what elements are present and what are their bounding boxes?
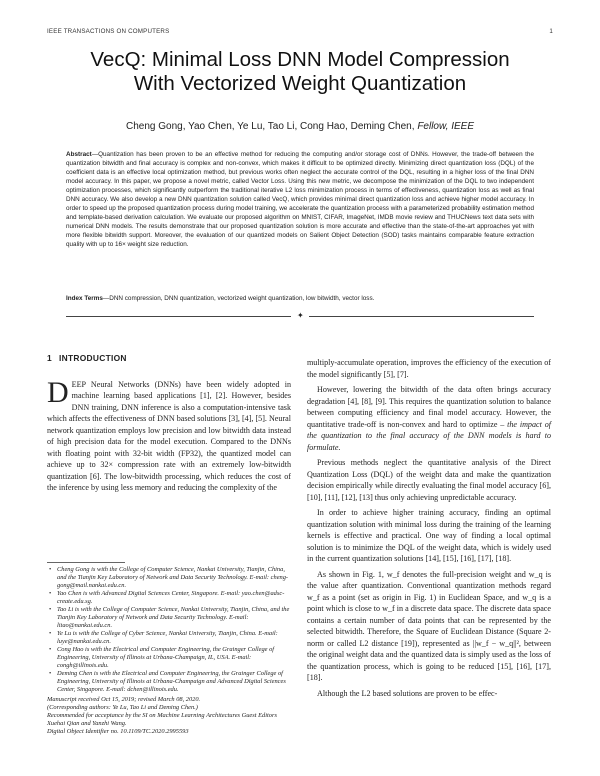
corresponding-authors: (Corresponding authors: Ye Lu, Tao Li and Deming Chen.) xyxy=(47,703,198,711)
footnotes xyxy=(47,562,291,736)
section-heading xyxy=(47,353,291,365)
paragraph-optimal-solution: In order to achieve higher training accuracy, finding an optimal quantization solution with minimal loss during the training of the learning kernels is effective and practical. One way of finding a local optimal solution is to minimize the DQL of the weight data, which is widely used in the current quantization solutions [14], [15], [16], [17], [18]. xyxy=(307,508,551,563)
manuscript-received: Manuscript received Oct 15, 2019; revised March 08, 2020. xyxy=(47,695,201,703)
recommended-by: Recommended for acceptance by the SI on Machine Learning Architectures Guest Editors Xuehai Qian and Yanzhi Wang. xyxy=(47,711,277,727)
footnote-item: • Cheng Gong is with the College of Computer Science, Nankai University, Tianjin, China, and the Tianjin Key Laboratory of Network and Data Security Technology. E-mail: cheng-gong@mail.nankai.edu.cn. xyxy=(49,566,289,589)
journal-name: IEEE TRANSACTIONS ON COMPUTERS xyxy=(47,28,170,35)
paragraph-tradeoff-emphasis: the impact of the quantization to the final accuracy of the DNN models is hard to formulate. xyxy=(307,419,551,452)
footnote-text: Cheng Gong is with the College of Computer Science, Nankai University, Tianjin, China, and the Tianjin Key Laboratory of Network and Data Security Technology. E-mail: cheng-gong@mail.nankai.edu.cn. xyxy=(57,566,289,589)
paragraph-fig1: As shown in Fig. 1, w_f denotes the full-precision weight and w_q is the value after quantization. Conventional quantization methods regard w_f as a point (set as origin in Fig. 1) in Euclidean Space, and w_q is a point which is close to w_f in a discrete data space. The discrete data space contains a certain number of data points that can be represented by the selected bitwidth. Therefore, the Square of Euclidean Distance (Square 2-norm or called L2 distance [19]), represented as ||w_f − w_q||², between the original weight data and the quantized data is simply used as the loss of the quantization process, which is going to be reduced [15], [16], [17], [18]. xyxy=(307,569,551,682)
paper-title xyxy=(0,48,600,96)
paragraph-tradeoff-text: However, lowering the bitwidth of the data often brings accuracy degradation [4], [8], [9]. This requires the quantization solution to balance between computing efficiency and final model accuracy. However, the quantitative trade-off is non-convex and hard to optimize – xyxy=(307,385,551,429)
section-divider xyxy=(66,311,534,321)
footnote-item: • Deming Chen is with the Electrical and Computer Engineering, the Grainger College of Engineering, University of Illinois at Urbana-Champaign and Advanced Digital Sciences Center, Singapore. E-mail: dchen@illinois.edu. xyxy=(49,670,286,694)
abstract-text: —Quantization has been proven to be an effective method for reducing the computing and/or storage cost of DNNs. However, the trade-off between the quantization bitwidth and final accuracy is complex and non-convex, which makes it difficult to be optimized directly. Minimizing direct quantization loss (DQL) of the coefficient data is an effective local optimization method, but previous works often neglect the accurate control of the DQL, resulting in a higher loss of the final DNN model accuracy. In this paper, we propose a novel metric, called Vector Loss. Using this new metric, we decompose the minimization of the DQL to two independent optimization processes, which significantly outperform the traditional iterative L2 loss minimization process in terms of effectiveness, quantization loss as well as final DNN accuracy. We also develop a new DNN quantization solution called VecQ, which provides minimal direct quantization loss and achieve higher model accuracy. In order to speed up the proposed quantization process during model training, we accelerate the quantization process with a parameterized probability estimation method and template-based derivation calculation. We evaluate our proposed algorithm on MNIST, CIFAR, ImageNet, IMDB movie review and THUCNews text data sets with numerical DNN models. The results demonstrate that our proposed quantization solution is more accurate and effective than the state-of-the-art approaches yet with more flexible bitwidth support. Moreover, the evaluation of our quantized models on Salient Object Detection (SOD) tasks maintains comparable feature extraction quality with up to 16× weight size reduction. xyxy=(66,151,534,249)
divider-line-right xyxy=(309,316,534,317)
footnote-text: Ye Lu is with the College of Cyber Science, Nankai University, Tianjin, China. E-mail: luye@nankai.edu.cn. xyxy=(57,630,278,646)
title-line-1: VecQ: Minimal Loss DNN Model Compression xyxy=(90,48,510,71)
abstract-label: Abstract xyxy=(66,151,92,158)
index-terms xyxy=(66,294,534,303)
right-column xyxy=(307,357,551,699)
footnote-item: • Yao Chen is with Advanced Digital Sciences Center, Singapore. E-mail: yao.chen@adsc-create.edu.sg. xyxy=(49,590,285,605)
intro-paragraph-1 xyxy=(47,375,291,494)
footnote-item: • Tao Li is with the College of Computer Science, Nankai University, Tianjin, China, and the Tianjin Key Laboratory of Network and Data Security Technology. E-mail: litao@nankai.edu.cn. xyxy=(49,606,290,629)
footnote-item: • Ye Lu is with the College of Cyber Science, Nankai University, Tianjin, China. E-mail: luye@nankai.edu.cn. xyxy=(49,630,278,646)
index-terms-text: —DNN compression, DNN quantization, vectorized weight quantization, low bitwidth, vector loss. xyxy=(102,295,375,302)
intro-paragraph-1-text: EEP Neural Networks (DNNs) have been widely adopted in machine learning based applications [1], [2]. However, besides DNN training, DNN inference is also a computation-intensive task which affects the effectiveness of DNN based solutions [3], [4], [5]. Neural network quantization employs low precision and low bitwidth data instead of high precision data for the model execution. Compared to the DNNs with floating point with 32-bit width (FP32), the quantized model can achieve up to 32× compression rate with an extremely low-bitwidth quantization [6]. The low-bitwidth processing, which reduces the cost of the inference by using less memory and reducing the complexity of the xyxy=(47,379,291,492)
author-list xyxy=(0,121,600,132)
drop-cap: D xyxy=(47,375,69,409)
divider-diamond-icon: ✦ xyxy=(297,311,304,320)
abstract xyxy=(66,150,534,250)
author-names: Cheng Gong, Yao Chen, Ye Lu, Tao Li, Cong Hao, Deming Chen, xyxy=(125,121,415,132)
footnote-text: Cong Hao is with the Electrical and Computer Engineering, the Grainger College of Engineering, University of Illinois at Urbana-Champaign, IL, USA. E-mail: congh@illinois.edu. xyxy=(57,646,275,670)
paragraph-l2: Although the L2 based solutions are proven to be effec- xyxy=(317,688,498,698)
title-line-2: With Vectorized Weight Quantization xyxy=(133,72,467,95)
footnote-text: Tao Li is with the College of Computer Science, Nankai University, Tianjin, China, and the Tianjin Key Laboratory of Network and Data Security Technology. E-mail: litao@nankai.edu.cn. xyxy=(57,606,290,629)
running-header xyxy=(47,28,553,35)
footnote-item: • Cong Hao is with the Electrical and Computer Engineering, the Grainger College of Engineering, University of Illinois at Urbana-Champaign, IL, USA. E-mail: congh@illinois.edu. xyxy=(49,646,275,670)
divider-line-left xyxy=(66,316,291,317)
index-terms-label: Index Terms xyxy=(66,295,103,302)
manuscript-info xyxy=(47,696,291,736)
footnote-text: Deming Chen is with the Electrical and Computer Engineering, the Grainger College of Engineering, University of Illinois at Urbana-Champaign and Advanced Digital Sciences Center, Singapore. E-mail: dchen@illinois.edu. xyxy=(57,670,286,694)
doi: Digital Object Identifier no. 10.1109/TC.2020.2995593 xyxy=(47,727,189,735)
page-number: 1 xyxy=(549,28,553,35)
footnote-rule xyxy=(47,562,125,563)
footnote-text: Yao Chen is with Advanced Digital Sciences Center, Singapore. E-mail: yao.chen@adsc-create.edu.sg. xyxy=(57,590,285,605)
paragraph-previous-methods: Previous methods neglect the quantitative analysis of the Direct Quantization Loss (DQL) of the weight data and make the quantization decision empirically while directly evaluating the final model accuracy [6], [10], [11], [12], [13] thus only achieving unpredictable accuracy. xyxy=(307,458,551,502)
section-number: 1 xyxy=(47,353,52,363)
paragraph-tradeoff xyxy=(307,384,551,453)
section-title: INTRODUCTION xyxy=(58,353,127,363)
paragraph-continued: multiply-accumulate operation, improves the efficiency of the execution of the model significantly [5], [7]. xyxy=(307,358,551,379)
left-column xyxy=(47,353,291,494)
author-suffix: Fellow, IEEE xyxy=(417,121,475,132)
